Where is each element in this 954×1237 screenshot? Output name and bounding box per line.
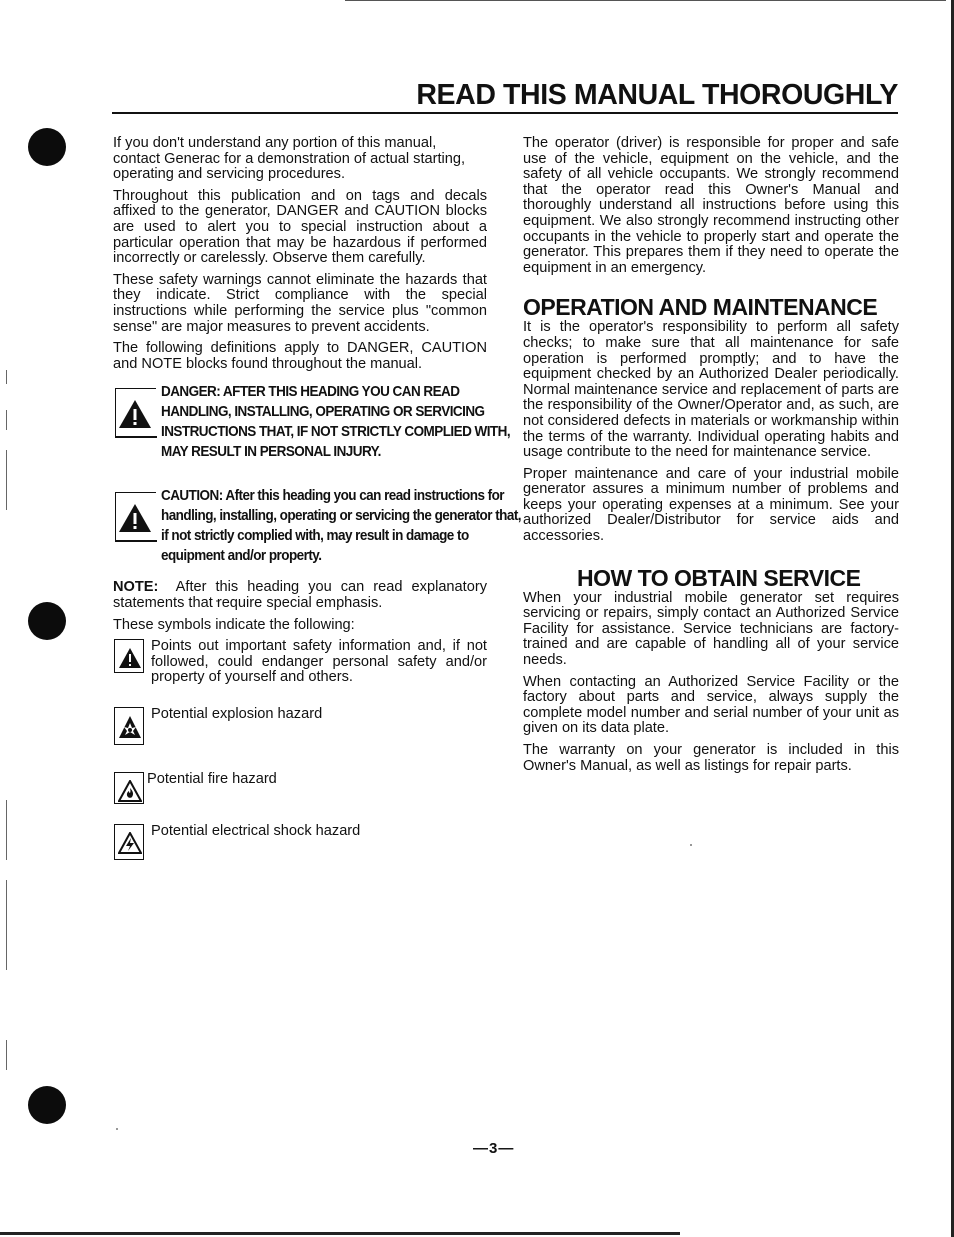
speck [690, 844, 692, 846]
scan-mark [6, 1040, 7, 1070]
operator-responsibility-paragraph: The operator (driver) is responsible for proper and safe use of the vehicle, equipment on the vehicle, and the safety of all vehicle occupants. We strongly recommend that the operator read this Owner's Manual and thoroughly understand all instructions before using this equipment. We also strongly recommend instructing other occupants in the vehicle to properly start and operate the generator. This prepares them if they need to operate the equipment in an emergency. [523, 135, 899, 276]
warning-triangle-icon [118, 399, 152, 429]
warning-triangle-icon [118, 647, 142, 669]
intro-paragraph: If you don't understand any portion of this manual, contact Generac for a demonstration of actual starting, operating and servicing procedures. [113, 135, 466, 183]
servicing-paragraph: When your industrial mobile generator set requires servicing or repairs, simply contact an Authorized Service Facility for assistance. Service technicians are factory-trained and are capable of handling all of your service needs. [523, 589, 899, 669]
speck [116, 1128, 118, 1130]
symbol-electrical [113, 824, 487, 864]
contacting-paragraph: When contacting an Authorized Service Facility or the factory about parts and service, always supply the complete model number and serial number of your unit as given on its data plate. [523, 673, 899, 737]
warranty-paragraph: The warranty on your generator is included in this Owner's Manual, as well as listings for repair parts. [523, 742, 899, 774]
scan-mark [6, 450, 7, 510]
binder-hole-middle [28, 602, 66, 640]
danger-block [113, 382, 511, 464]
symbol-safety-info-text: Points out important safety information and, if not followed, could endanger personal safety and/or property of yourself and others. [151, 638, 487, 686]
note-paragraph [113, 580, 487, 611]
left-column [113, 135, 521, 864]
definitions-paragraph: The following definitions apply to DANGER, CAUTION and NOTE blocks found throughout the manual. [113, 340, 487, 372]
obtain-service-heading: HOW TO OBTAIN SERVICE [577, 564, 861, 591]
electrical-shock-hazard-icon [118, 832, 142, 854]
symbol-explosion [113, 707, 487, 772]
caution-definition: CAUTION: After this heading you can read instructions for handling, installing, operating or servicing the generator that, if not strictly complied with, may result in damage to equipment and/or property. [161, 487, 521, 565]
symbol-electrical-text: Potential electrical shock hazard [151, 823, 361, 840]
symbol-fire [113, 772, 487, 824]
page-title: READ THIS MANUAL THOROUGHLY [112, 78, 898, 114]
note-text: After this heading you can read explanatory statements that require special emphasis. [113, 579, 487, 611]
safety-warnings-paragraph: These safety warnings cannot eliminate the hazards that they indicate. Strict compliance with the special instructions while performing the service plus "common sense" are major measures to prevent accidents. [113, 271, 487, 335]
warning-triangle-icon [118, 503, 152, 533]
safety-checks-paragraph: It is the operator's responsibility to perform all safety checks; to make sure that all maintenance for safe operation is performed promptly; and to have the equipment checked by an Authorized Dealer periodically. Normal maintenance service and replacement of parts are the responsibility of the Owner/Operator and, as such, are not considered defects in materials or workmanship within the terms of the warranty. Individual operating habits and usage contribute to the need for maintenance service. [523, 319, 899, 461]
scan-mark [6, 800, 7, 860]
scan-mark [6, 880, 7, 970]
symbol-safety-info [113, 639, 487, 707]
page-number: —3— [473, 1140, 515, 1157]
symbol-fire-text: Potential fire hazard [147, 771, 277, 788]
explosion-hazard-icon [118, 715, 142, 739]
operation-maintenance-heading: OPERATION AND MAINTENANCE [523, 294, 878, 321]
right-column [523, 136, 899, 780]
scan-mark [6, 410, 7, 430]
top-edge-line [345, 0, 946, 1]
symbol-explosion-text: Potential explosion hazard [151, 706, 323, 723]
symbols-intro: These symbols indicate the following: [113, 616, 355, 633]
proper-maintenance-paragraph: Proper maintenance and care of your industrial mobile generator assures a minimum number of problems and keeps your operating expenses at a minimum. See your authorized Dealer/Distributor for service aids and accessories. [523, 465, 899, 545]
fire-hazard-icon [118, 780, 142, 802]
caution-block [113, 486, 521, 568]
scan-mark [6, 370, 7, 384]
bottom-edge-line [0, 1232, 680, 1235]
danger-definition: DANGER: AFTER THIS HEADING YOU CAN READ HANDLING, INSTALLING, OPERATING OR SERVICING INSTRUCTIONS THAT, IF NOT STRICTLY COMPLIED WITH, MAY RESULT IN PERSONAL INJURY. [161, 383, 511, 461]
danger-caution-paragraph: Throughout this publication and on tags and decals affixed to the generator, DANGER and CAUTION blocks are used to alert you to special instruction about a particular operation that may be hazardous if performed incorrectly or carelessly. Observe them carefully. [113, 187, 487, 267]
binder-hole-bottom [28, 1086, 66, 1124]
binder-hole-top [28, 128, 66, 166]
note-label: NOTE: [113, 579, 159, 596]
